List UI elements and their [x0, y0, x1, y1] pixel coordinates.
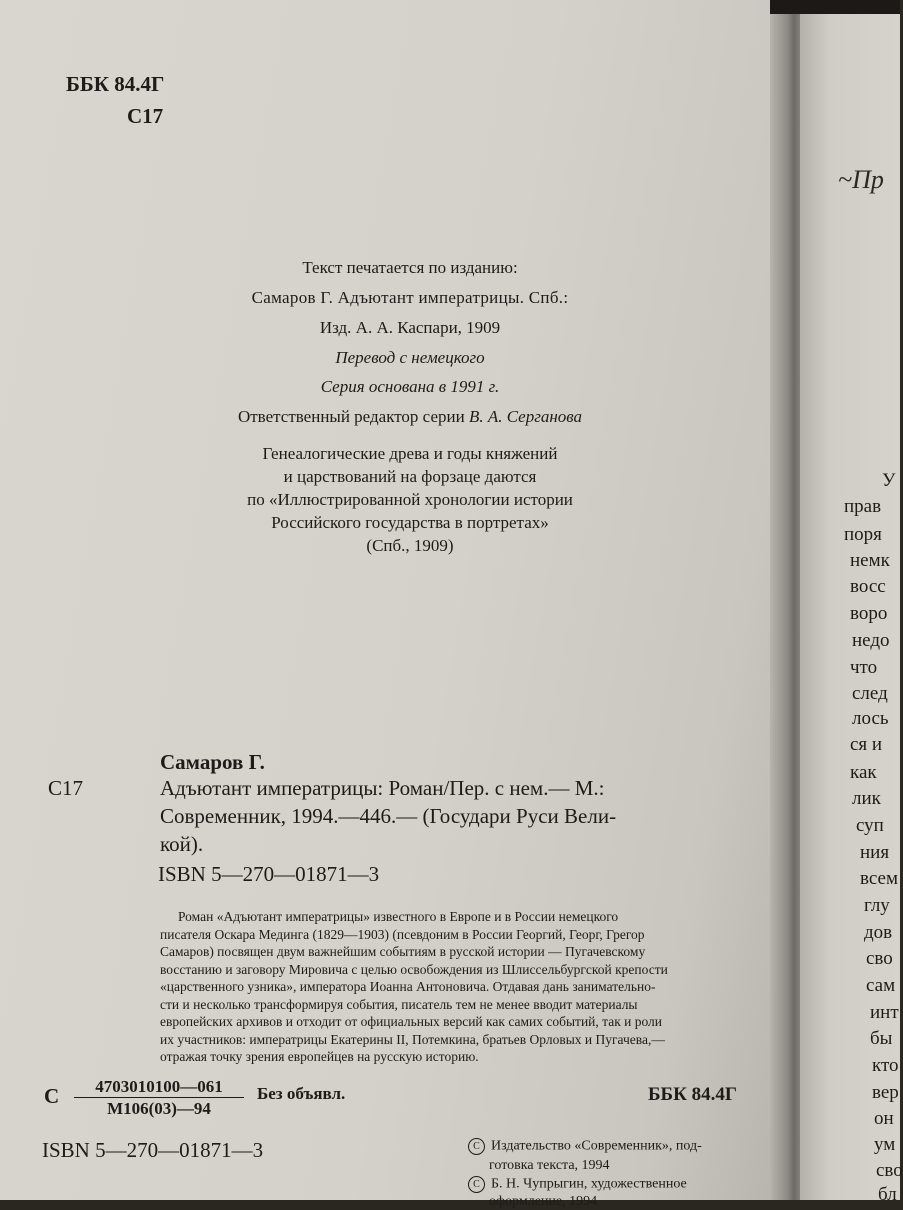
- catalog-description: [160, 774, 745, 858]
- annotation-line: Роман «Адъютант императрицы» известного в Европе и в России немецкого: [178, 909, 619, 924]
- text-fragment: след: [852, 683, 888, 704]
- annotation-line: восстанию и заговору Мировича с целью освобождения из Шлиссельбургской крепости: [160, 961, 668, 977]
- catalog-author: Самаров Г.: [160, 750, 265, 774]
- annotation-line: их участников: императрицы Екатерины II, Потемкина, братьев Орловых и Пугачева,—: [160, 1031, 665, 1047]
- text-fragment: лось: [852, 708, 889, 729]
- series-founded: Серия основана в 1991 г.: [320, 377, 500, 396]
- translation-note: Перевод с немецкого: [335, 348, 485, 367]
- text-fragment: воро: [850, 603, 888, 624]
- text-fragment: восс: [850, 576, 886, 597]
- bbk-code-bottom: ББК 84.4Г: [648, 1084, 737, 1105]
- text-fragment: лик: [852, 788, 881, 809]
- series-editor: [150, 407, 670, 427]
- genealogy-line: Российского государства в портретах»: [271, 513, 549, 532]
- text-fragment: глу: [864, 895, 890, 916]
- annotation-line: отражая точку зрения европейцев на русскую историю.: [160, 1049, 479, 1064]
- genealogy-line: и царствований на форзаце даются: [283, 467, 537, 486]
- genealogy-note: [150, 442, 670, 557]
- author-code-top: С17: [127, 104, 164, 128]
- text-fragment: инт: [870, 1002, 899, 1023]
- source-line-1: Текст печатается по изданию:: [302, 258, 518, 277]
- right-page-text: [808, 0, 903, 1205]
- annotation-line: европейских архивов и отходит от официальных версий как самих событий, так и роли: [160, 1014, 663, 1029]
- annotation-line: «царственного узника», императора Иоанна Антоновича. Отдавая дань занимательно-: [160, 979, 656, 994]
- genealogy-line: по «Иллюстрированной хронологии истории: [247, 490, 573, 509]
- text-fragment: немк: [850, 550, 890, 571]
- copyright-icon: C: [468, 1176, 485, 1193]
- catalog-line: Адъютант императрицы: Роман/Пер. с нем.— М.:: [160, 776, 605, 800]
- copyright-designer: [468, 1176, 687, 1193]
- text-fragment: бы: [870, 1028, 893, 1049]
- text-fragment: что: [850, 657, 878, 678]
- text-fragment: вер: [872, 1082, 899, 1103]
- text-fragment: бл: [878, 1184, 897, 1205]
- text-fragment: сам: [866, 975, 896, 996]
- text-fragment: ся и: [850, 734, 883, 755]
- annotation-text: [160, 908, 760, 1066]
- text-fragment: ния: [860, 842, 890, 863]
- text-fragment: недо: [852, 630, 890, 651]
- annotation-line: писателя Оскара Мединга (1829—1903) (псевдоним в России Георгий, Георг, Грегор: [160, 926, 645, 942]
- text-fragment: поря: [844, 524, 882, 545]
- genealogy-line: (Спб., 1909): [366, 536, 454, 555]
- copyright-icon: C: [468, 1138, 485, 1155]
- series-editor-name: В. А. Серганова: [468, 407, 583, 426]
- fraction-numerator: 4703010100—061: [74, 1076, 244, 1098]
- genealogy-line: Генеалогические древа и годы княжений: [262, 444, 558, 463]
- text-fragment: сво: [866, 948, 893, 969]
- text-fragment: дов: [864, 922, 893, 943]
- catalog-index-letter: С: [44, 1084, 60, 1108]
- copyright-line: Издательство «Современник», под-: [491, 1138, 702, 1154]
- source-line-3: Изд. А. А. Каспари, 1909: [319, 318, 501, 337]
- bbk-code-top: ББК 84.4Г: [66, 72, 165, 96]
- copyright-line: Б. Н. Чупрыгин, художественное: [491, 1176, 687, 1192]
- text-fragment: суп: [856, 815, 884, 836]
- catalog-line: кой).: [160, 832, 204, 856]
- copyright-publisher: [468, 1138, 702, 1155]
- annotation-line: Самаров) посвящен двум важнейшим событиям в русской истории — Пугачевскому: [160, 944, 646, 959]
- chapter-ornament: ~Пр: [838, 165, 884, 194]
- text-fragment: У: [882, 470, 896, 491]
- text-fragment: как: [850, 762, 877, 783]
- catalog-index-fraction: [74, 1076, 244, 1119]
- text-fragment: он: [874, 1108, 894, 1129]
- text-fragment: всем: [860, 868, 898, 889]
- no-announcement-note: Без объявл.: [257, 1084, 346, 1103]
- fraction-denominator: М106(03)—94: [107, 1099, 211, 1118]
- text-fragment: кто: [872, 1055, 899, 1076]
- catalog-line: Современник, 1994.—446.— (Государи Руси Вели-: [160, 804, 617, 828]
- source-line-2: Самаров Г. Адъютант императрицы. Спб.:: [251, 288, 569, 307]
- annotation-line: сти и несколько трансформируя события, писатель тем не менее вводит материалы: [160, 996, 638, 1012]
- copyright-line-4: оформление, 1994: [489, 1194, 598, 1209]
- catalog-isbn: ISBN 5—270—01871—3: [158, 862, 380, 886]
- text-fragment: прав: [844, 496, 882, 517]
- catalog-code: С17: [48, 776, 84, 800]
- text-fragment: ум: [874, 1134, 896, 1155]
- series-editor-label: Ответственный редактор серии: [237, 407, 465, 426]
- copyright-line-2: готовка текста, 1994: [489, 1158, 610, 1173]
- isbn-bottom: ISBN 5—270—01871—3: [42, 1138, 264, 1162]
- text-fragment: сво: [876, 1160, 903, 1181]
